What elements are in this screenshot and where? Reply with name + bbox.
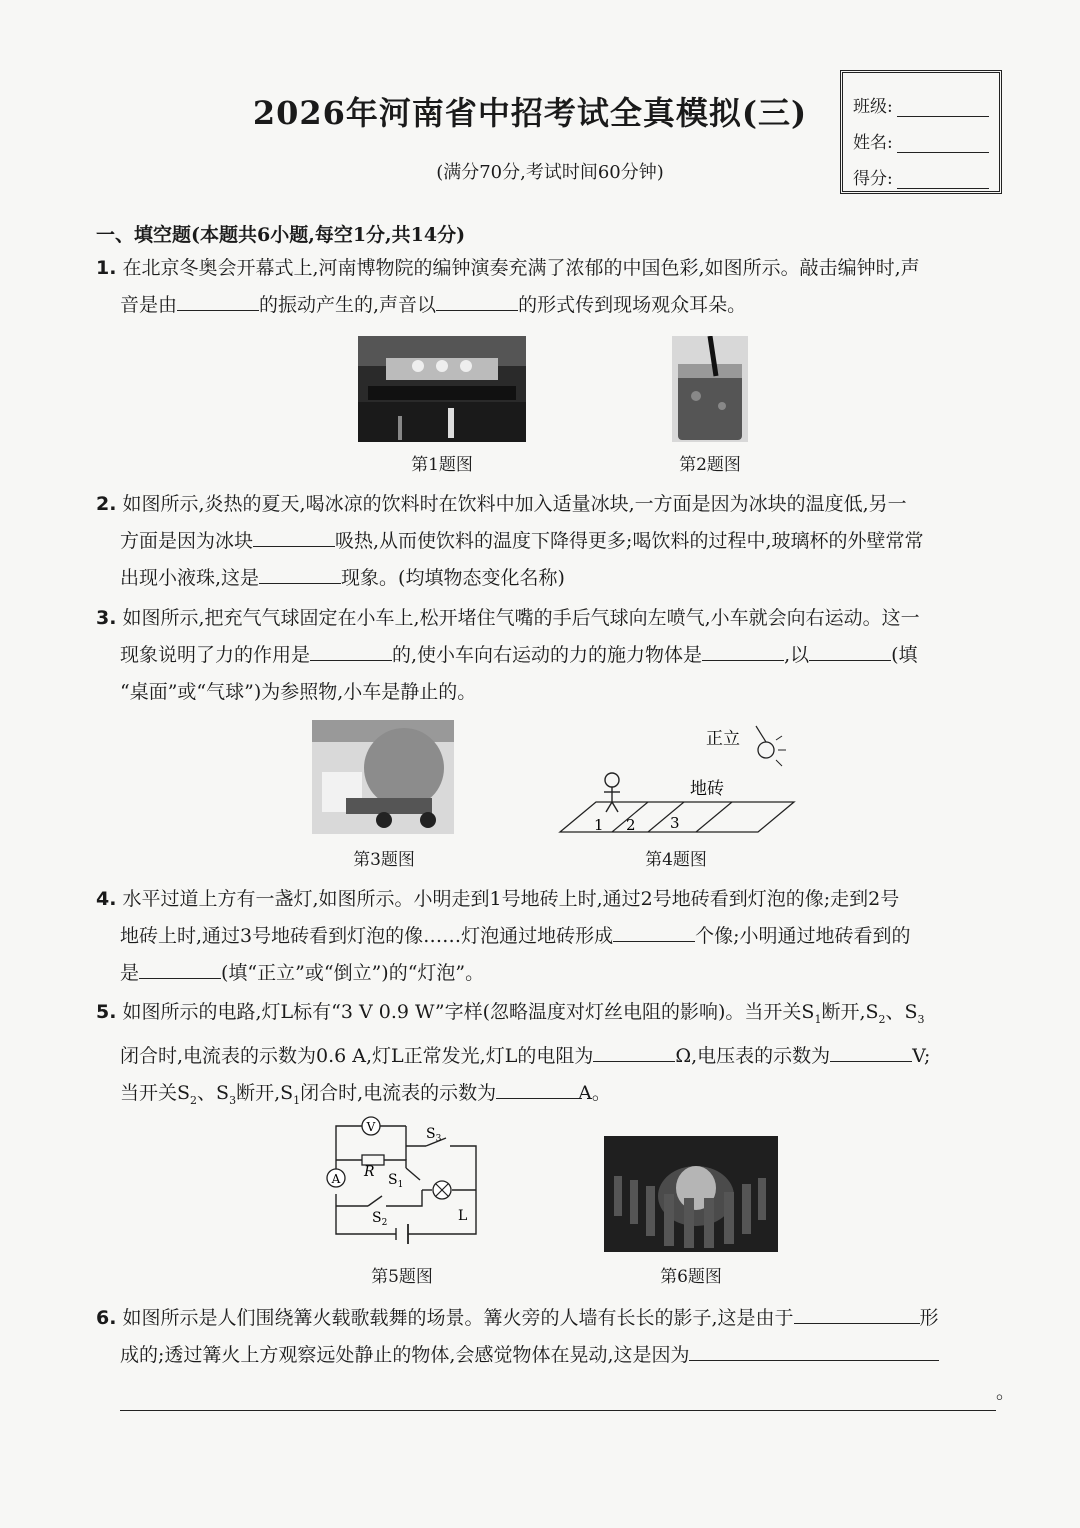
q2-text-c: 出现小液珠,这是 bbox=[120, 567, 260, 589]
fig4-tile-diagram bbox=[556, 722, 800, 838]
switch3-sub: 3 bbox=[435, 1134, 442, 1144]
person-head-icon bbox=[605, 773, 619, 787]
q5-text-f: V; bbox=[912, 1044, 931, 1067]
voltmeter-label: V bbox=[366, 1120, 376, 1134]
q1-line1: 在北京冬奥会开幕式上,河南博物院的编钟演奏充满了浓郁的中国色彩,如图所示。敲击编钟时,声 bbox=[122, 257, 920, 279]
switch1-sub: 1 bbox=[397, 1180, 404, 1190]
question-5 bbox=[96, 994, 1036, 1119]
switch1-label bbox=[388, 1172, 403, 1190]
tile-2-label: 2 bbox=[626, 816, 636, 834]
q5-blank-2[interactable] bbox=[830, 1039, 912, 1062]
question-1 bbox=[96, 250, 1016, 324]
score-field[interactable] bbox=[853, 153, 989, 189]
q4-text-d: (填“正立”或“倒立”)的“灯泡”。 bbox=[221, 962, 485, 984]
switch3-label bbox=[426, 1126, 442, 1144]
fig6-bonfire-photo bbox=[604, 1136, 778, 1252]
q6-text-a: 如图所示是人们围绕篝火载歌载舞的场景。篝火旁的人墙有长长的影子,这是由于 bbox=[122, 1307, 794, 1329]
q4-text-b: 个像;小明通过地砖看到的 bbox=[695, 925, 911, 947]
q6-blank-3[interactable] bbox=[120, 1388, 996, 1411]
name-line[interactable] bbox=[897, 132, 989, 153]
q2-line1: 如图所示,炎热的夏天,喝冰凉的饮料时在饮料中加入适量冰块,一方面是因为冰块的温度低,另一 bbox=[122, 493, 907, 515]
fig6-bonfire-image bbox=[604, 1136, 778, 1252]
lamp-icon bbox=[758, 742, 774, 758]
section-heading: 一、填空题(本题共6小题,每空1分,共14分) bbox=[96, 224, 466, 246]
q5-number: 5. bbox=[96, 1001, 117, 1023]
score-line[interactable] bbox=[897, 168, 989, 189]
fig4-caption: 第4题图 bbox=[645, 850, 707, 870]
q1-text-b: 的振动产生的,声音以 bbox=[259, 294, 437, 316]
lamp-label: 正立 bbox=[706, 729, 740, 749]
fig1-caption: 第1题图 bbox=[411, 455, 473, 475]
question-6 bbox=[96, 1300, 1016, 1411]
q5-sub-2b: 2 bbox=[190, 1093, 198, 1107]
student-info-box bbox=[840, 70, 1002, 194]
fig5-caption: 第5题图 bbox=[371, 1267, 433, 1287]
q4-blank-1[interactable] bbox=[613, 919, 695, 942]
q3-text-c: ,以 bbox=[784, 644, 810, 666]
q1-number: 1. bbox=[96, 257, 117, 279]
q5-sub-3a: 3 bbox=[917, 1012, 925, 1026]
q4-text-a: 地砖上时,通过3号地砖看到灯泡的像……灯泡通过地砖形成 bbox=[120, 925, 614, 947]
tile-3-label: 3 bbox=[670, 814, 680, 832]
q3-line3: “桌面”或“气球”)为参照物,小车是静止的。 bbox=[120, 681, 477, 703]
q5-blank-1[interactable] bbox=[593, 1039, 675, 1062]
lamp-L-label: L bbox=[458, 1208, 468, 1224]
q3-blank-3[interactable] bbox=[809, 638, 891, 661]
resistor-label: R bbox=[364, 1164, 375, 1180]
q6-number: 6. bbox=[96, 1307, 117, 1329]
q3-text-b: 的,使小车向右运动的力的施力物体是 bbox=[392, 644, 703, 666]
switch2-sub: 2 bbox=[381, 1218, 388, 1228]
fig2-drink-image bbox=[672, 336, 748, 442]
q3-text-d: (填 bbox=[891, 644, 918, 666]
q5-sub-2a: 2 bbox=[878, 1012, 886, 1026]
switch2-letter: S bbox=[372, 1210, 382, 1226]
fig2-caption: 第2题图 bbox=[679, 455, 741, 475]
q3-blank-2[interactable] bbox=[702, 638, 784, 661]
fig5-circuit-diagram bbox=[322, 1116, 488, 1256]
q5-text-e: Ω,电压表的示数为 bbox=[675, 1044, 831, 1067]
q5-text-j: 闭合时,电流表的示数为 bbox=[300, 1081, 497, 1104]
q4-text-c: 是 bbox=[120, 962, 140, 984]
q5-blank-3[interactable] bbox=[496, 1076, 578, 1099]
ammeter-label: A bbox=[331, 1172, 341, 1186]
page-subtitle: (满分70分,考试时间60分钟) bbox=[436, 162, 664, 183]
q5-sub-1a: 1 bbox=[814, 1012, 822, 1026]
q6-blank-1[interactable] bbox=[794, 1301, 920, 1324]
floor-label: 地砖 bbox=[690, 779, 724, 799]
q5-text-c: 、S bbox=[885, 1001, 918, 1023]
fig3-balloon-car-image bbox=[312, 720, 454, 834]
fig3-caption: 第3题图 bbox=[353, 850, 415, 870]
q1-blank-2[interactable] bbox=[436, 288, 518, 311]
fig6-caption: 第6题图 bbox=[660, 1267, 722, 1287]
q5-sub-3b: 3 bbox=[229, 1093, 237, 1107]
q3-line1: 如图所示,把充气气球固定在小车上,松开堵住气嘴的手后气球向左喷气,小车就会向右运动。这一 bbox=[122, 607, 920, 629]
class-field[interactable] bbox=[853, 81, 989, 117]
q6-text-b: 形 bbox=[919, 1307, 939, 1329]
fig2-drink-photo bbox=[672, 336, 748, 442]
q4-number: 4. bbox=[96, 888, 117, 910]
q5-text-g: 当开关S bbox=[120, 1081, 191, 1104]
q2-blank-2[interactable] bbox=[259, 561, 341, 584]
q2-text-d: 现象。(均填物态变化名称) bbox=[341, 567, 565, 589]
q2-text-a: 方面是因为冰块 bbox=[120, 530, 254, 552]
q4-blank-2[interactable] bbox=[139, 956, 221, 979]
score-label: 得分: bbox=[853, 169, 893, 189]
fig3-balloon-car-photo bbox=[312, 720, 454, 834]
switch3-letter: S bbox=[426, 1126, 436, 1142]
q2-blank-1[interactable] bbox=[253, 524, 335, 547]
q5-text-i: 断开,S bbox=[236, 1081, 294, 1104]
page-title: 2026年河南省中招考试全真模拟(三) bbox=[252, 94, 808, 132]
q6-text-d: 。 bbox=[996, 1381, 1016, 1403]
q5-text-h: 、S bbox=[197, 1081, 230, 1104]
question-2 bbox=[96, 486, 1016, 597]
q6-blank-2[interactable] bbox=[689, 1338, 939, 1361]
q1-blank-1[interactable] bbox=[177, 288, 259, 311]
fig1-concert-image bbox=[358, 336, 526, 442]
question-4 bbox=[96, 881, 1016, 992]
q1-text-c: 的形式传到现场观众耳朵。 bbox=[518, 294, 747, 316]
q3-text-a: 现象说明了力的作用是 bbox=[120, 644, 311, 666]
q3-blank-1[interactable] bbox=[310, 638, 392, 661]
q4-line1: 水平过道上方有一盏灯,如图所示。小明走到1号地砖上时,通过2号地砖看到灯泡的像;走到2号 bbox=[122, 888, 900, 910]
q6-text-c: 成的;透过篝火上方观察远处静止的物体,会感觉物体在晃动,这是因为 bbox=[120, 1344, 690, 1366]
tile-1-label: 1 bbox=[594, 816, 604, 834]
question-3 bbox=[96, 600, 1016, 711]
q5-text-d: 闭合时,电流表的示数为0.6 A,灯L正常发光,灯L的电阻为 bbox=[120, 1044, 594, 1067]
class-line[interactable] bbox=[897, 96, 989, 117]
q2-text-b: 吸热,从而使饮料的温度下降得更多;喝饮料的过程中,玻璃杯的外壁常常 bbox=[335, 530, 924, 552]
q5-text-a: 如图所示的电路,灯L标有“3 V 0.9 W”字样(忽略温度对灯丝电阻的影响)。当开关S bbox=[122, 1001, 815, 1023]
fig1-concert-photo bbox=[358, 336, 526, 442]
q2-number: 2. bbox=[96, 493, 117, 515]
switch1-letter: S bbox=[388, 1172, 398, 1188]
name-field[interactable] bbox=[853, 117, 989, 153]
switch2-label bbox=[372, 1210, 387, 1228]
class-label: 班级: bbox=[853, 97, 893, 117]
name-label: 姓名: bbox=[853, 133, 893, 153]
q3-number: 3. bbox=[96, 607, 117, 629]
q5-text-k: A。 bbox=[578, 1081, 611, 1104]
q1-text-a: 音是由 bbox=[120, 294, 178, 316]
q5-sub-1b: 1 bbox=[293, 1093, 301, 1107]
q5-text-b: 断开,S bbox=[821, 1001, 879, 1023]
